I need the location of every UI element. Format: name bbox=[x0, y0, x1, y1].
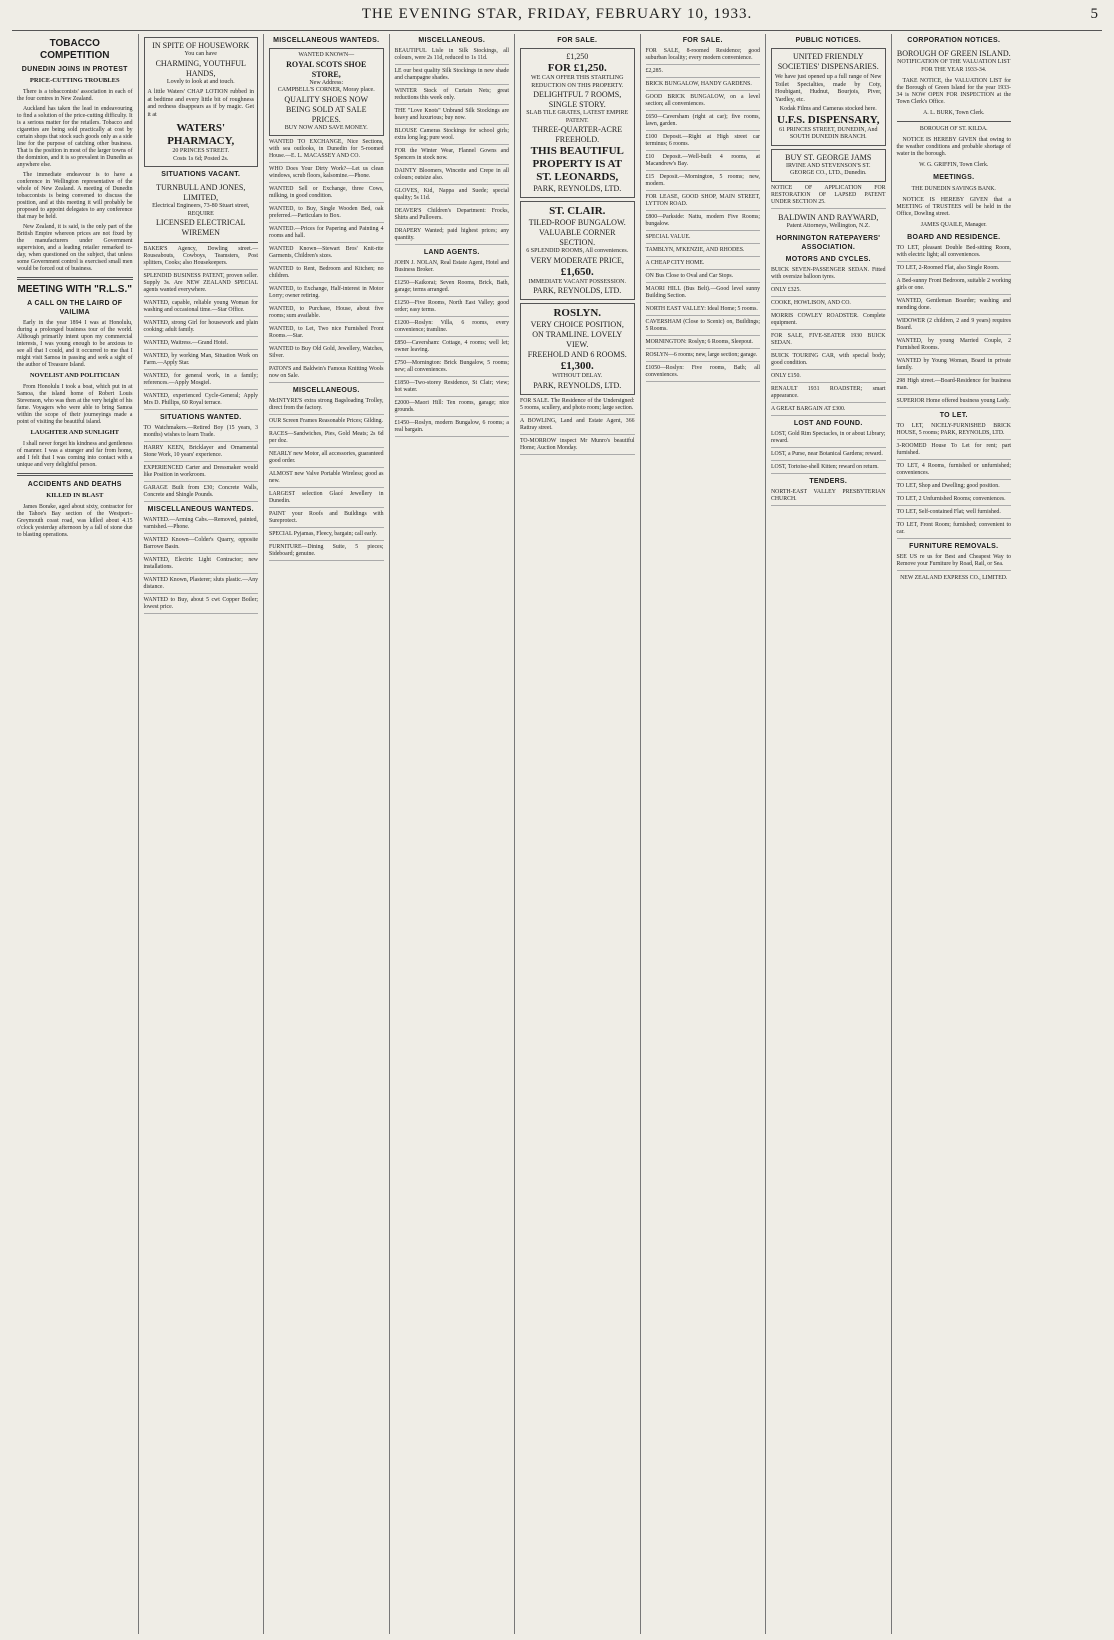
classified-ad: WANTED Known, Plasterer; sluts plastic.—Any distance. bbox=[144, 577, 259, 594]
section-heading: FOR SALE. bbox=[682, 37, 723, 44]
notice-savings-bank: THE DUNEDIN SAVINGS BANK. bbox=[911, 186, 996, 192]
advert-line: Electrical Engineers, 73-80 Stuart street, REQUIRE bbox=[152, 203, 250, 217]
section-heading: TO LET. bbox=[939, 412, 968, 419]
article-paragraph: I shall never forget his kindness and gentleness of manner. I was a stranger and far from home, and I felt that I was coming into contact with a unique and very delightful person. bbox=[17, 441, 133, 468]
classified-ad: TO LET, Front Room; furnished; convenient to car. bbox=[897, 522, 1012, 539]
classified-ad: DEAVER'S Children's Department: Frocks, Shirts and Pullovers. bbox=[395, 208, 510, 225]
advert-line: £1,650. bbox=[560, 265, 594, 278]
advert-line: 61 PRINCES STREET, DUNEDIN, And SOUTH DUNEDIN BRANCH. bbox=[778, 126, 878, 140]
advert-line: PARK, REYNOLDS, LTD. bbox=[533, 286, 622, 295]
classified-ad: PAINT your Roofs and Buildings with Sureprotect. bbox=[269, 511, 384, 528]
advert-line: SLAB TILE GRATES, LATEST EMPIRE PATENT. bbox=[526, 110, 629, 124]
classified-ad: A GREAT BARGAIN AT £300. bbox=[771, 406, 886, 416]
advert-line: VERY CHOICE POSITION, ON TRAMLINE. LOVELY VIEW. bbox=[530, 320, 624, 349]
notice-st-kilda: BOROUGH OF ST. KILDA. bbox=[919, 126, 988, 132]
advert-line: THREE-QUARTER-ACRE FREEHOLD. bbox=[532, 125, 623, 144]
column-1 bbox=[12, 34, 138, 1634]
classified-ad: WINTER Stock of Curtain Nets; great reductions this week only. bbox=[395, 88, 510, 105]
advert-roslyn bbox=[520, 303, 635, 395]
classified-ad: TAMBLYN, M'KENZIE, AND RHODES. bbox=[646, 247, 761, 257]
classified-ad: TO Watchmakers.—Retired Boy (15 years, 3 months) wishes to learn Trade. bbox=[144, 425, 259, 442]
classified-ad: FOR the Winter Wear, Flannel Gowns and Spencers in stock now. bbox=[395, 148, 510, 165]
advert-line: BALDWIN AND RAYWARD, bbox=[778, 212, 879, 222]
section-heading: MISCELLANEOUS WANTEDS. bbox=[273, 37, 380, 44]
classified-ad: WANTED Sell or Exchange, three Cows, milking, in good condition. bbox=[269, 186, 384, 203]
classified-ad: 298 High street.—Board-Residence for business man. bbox=[897, 378, 1012, 395]
section-heading: FOR SALE. bbox=[557, 37, 598, 44]
article-paragraph: James Borake, aged about sixty, contractor for the Tahoe's Bay section of the Westport–Greymouth coast road, was killed about 4.15 o'clock yesterday afternoon by a fall of stone due to blasting operations. bbox=[17, 504, 133, 538]
classified-ad: WANTED.—Arming Cabs.—Removed, painted, varnished.—Phone. bbox=[144, 517, 259, 534]
classified-ad: LOST, a Purse, near Botanical Gardens; reward. bbox=[771, 451, 886, 461]
article-paragraph: New Zealand, it is said, is the only part of the British Empire whereon prices are not fixed by the manufacturers under Government supervision, and a leading retailer remarked to-day, when questioned on the subject, that unless some Government control is exercised small men would be forced out of business. bbox=[17, 224, 133, 272]
classified-ad: OUR Screen Frames Reasonable Prices; Gilding. bbox=[269, 418, 384, 428]
advert-line: Lovely to look at and touch. bbox=[166, 78, 235, 85]
advert-royal-scots bbox=[269, 48, 384, 136]
classified-ad: ONLY £150. bbox=[771, 373, 886, 383]
classified-ad: ON Bus Close to Oval and Car Stops. bbox=[646, 273, 761, 283]
advert-line: TILED-ROOF BUNGALOW. bbox=[528, 218, 626, 227]
notice-paragraph: NOTICE IS HEREBY GIVEN that owing to the weather conditions and probable shortage of water in the borough. bbox=[896, 137, 1011, 157]
notice-signature: JAMES QUAILE, Manager. bbox=[920, 222, 987, 228]
column-8 bbox=[891, 34, 1017, 1634]
classified-ad: JOHN J. NOLAN, Real Estate Agent, Hotel and Business Broker. bbox=[395, 260, 510, 277]
section-heading: SITUATIONS WANTED. bbox=[160, 414, 242, 421]
classified-ad: £1200—Roslyn: Villa, 6 rooms, every convenience; tramline. bbox=[395, 320, 510, 337]
advert-line: £1,300. bbox=[560, 360, 594, 372]
classified-ad: SPLENDID BUSINESS PATENT, proven seller. Supply 3s. Are NEW ZEALAND SPECIAL agents wanted everywhere. bbox=[144, 273, 259, 297]
column-4 bbox=[389, 34, 515, 1634]
advert-line: CAMPBELL'S CORNER, Moray place. bbox=[277, 87, 375, 93]
classified-ad: £15 Deposit.—Mornington, 5 rooms; new, modern. bbox=[646, 174, 761, 191]
classified-ad: £1250—Kaikorai; Seven Rooms, Brick, Bath, garage; terms arranged. bbox=[395, 280, 510, 297]
classified-ad: BRICK BUNGALOW, HANDY GARDENS. bbox=[646, 81, 761, 91]
classified-ad: WANTED Known—Colder's Quarry, opposite Barrowe Basin. bbox=[144, 537, 259, 554]
article-paragraph: There is a tobacconists' association in each of the four centres in New Zealand. bbox=[17, 89, 133, 102]
advert-line: WANTED KNOWN— bbox=[298, 52, 355, 58]
classified-ad: SUPERIOR Home offered business young Lady. bbox=[897, 398, 1012, 408]
section-heading: FURNITURE REMOVALS. bbox=[909, 543, 999, 550]
classified-ad: WANTED to Rent, Bedroom and Kitchen; no children. bbox=[269, 266, 384, 283]
article-paragraph: Auckland has taken the lead in endeavouring to find a solution of the price-cutting difficulty. It is a serious matter for the retailers. Tobacco and cigarettes are being sold practically at cost by certain shops that stock such goods only as a side line for the purpose of catching other business. That is the position in most of the larger towns of the dominion, and it is so prevalent in Dunedin as anywhere else. bbox=[17, 106, 133, 168]
advert-st-clair bbox=[520, 201, 635, 300]
classified-ad: LOST, Gold Rim Spectacles, in or about Library; reward. bbox=[771, 431, 886, 448]
classified-ad: MORRIS COWLEY ROADSTER. Complete equipment. bbox=[771, 313, 886, 330]
section-heading: PUBLIC NOTICES. bbox=[795, 37, 862, 44]
classified-ad: DRAPERY Wanted; paid highest prices; any quantity. bbox=[395, 228, 510, 245]
classified-ad: WANTED.—Prices for Papering and Painting 4 rooms and hall. bbox=[269, 226, 384, 243]
classified-ad: BUICK SEVEN-PASSENGER SEDAN. Fitted with oversize balloon tyres. bbox=[771, 267, 886, 284]
notice-paragraph: NOTICE IS HEREBY GIVEN that a MEETING of TRUSTEES will be held in the Office, Dowling street. bbox=[896, 197, 1011, 217]
advert-line: WATERS' PHARMACY, bbox=[167, 122, 235, 147]
headline-tobacco: TOBACCO COMPETITION bbox=[40, 38, 110, 61]
classified-ad: TO-MORROW inspect Mr Munro's beautiful Home; Auction Monday. bbox=[520, 438, 635, 455]
classified-ad: EXPERIENCED Carter and Dressmaker would like Position in workroom. bbox=[144, 465, 259, 482]
classified-ad: LOST, Tortoise-shell Kitten; reward on return. bbox=[771, 464, 886, 474]
subhead-vailima: A CALL ON THE LAIRD OF VAILIMA bbox=[27, 300, 123, 316]
classified-ad: WANTED, Electric Light Contractor; new installations. bbox=[144, 557, 259, 574]
section-heading: CORPORATION NOTICES. bbox=[907, 37, 1001, 44]
classified-ad: WANTED Known—Stewart Bros' Knit-rite Garments, Children's sizes. bbox=[269, 246, 384, 263]
classified-ad: WANTED to Buy, about 5 cwt Copper Boiler; lowest price. bbox=[144, 597, 259, 614]
classified-ad: WANTED, Waitress.—Grand Hotel. bbox=[144, 340, 259, 350]
subhead-novelist: NOVELIST AND POLITICIAN bbox=[29, 372, 120, 379]
advert-line: WITHOUT DELAY. bbox=[552, 373, 603, 379]
advert-st-george bbox=[771, 149, 886, 182]
classified-ad: SEE US re us for Best and Cheapest Way to Remove your Furniture by Road, Rail, or Sea. bbox=[897, 554, 1012, 571]
classified-ad: £750—Mornington: Brick Bungalow, 5 rooms; new; all conveniences. bbox=[395, 360, 510, 377]
masthead bbox=[0, 4, 1114, 28]
classified-ad: GOOD BRICK BUNGALOW, on a level section; all conveniences. bbox=[646, 94, 761, 111]
advert-line: You can have bbox=[184, 51, 217, 57]
classified-ad: FOR SALE, 8-roomed Residence; good suburban locality; every modern convenience. bbox=[646, 48, 761, 65]
section-heading: MEETINGS. bbox=[933, 174, 975, 181]
notice-line: BOROUGH OF GREEN ISLAND. bbox=[896, 49, 1011, 58]
notice-green-island bbox=[897, 49, 1012, 74]
advert-turnbull-jones bbox=[144, 183, 259, 238]
section-heading: MISCELLANEOUS WANTEDS. bbox=[147, 506, 254, 513]
advert-line: LICENSED ELECTRICAL WIREMEN bbox=[155, 218, 246, 237]
classified-ad: WANTED TO EXCHANGE, Nice Sections, with sea outlooks, in Dunedin for 5-roomed House.—E. L. MACASSEY AND CO. bbox=[269, 139, 384, 163]
classified-ad: ROSLYN—6 rooms; new, large section; garage. bbox=[646, 352, 761, 362]
classified-ad: MAORI HILL (Bus Belt).—Good level sunny Building Section. bbox=[646, 286, 761, 303]
classified-ad: TO LET, Shop and Dwelling; good position. bbox=[897, 483, 1012, 493]
column-6 bbox=[640, 34, 766, 1634]
classified-ad: WANTED, to Buy, Single Wooden Bed, oak preferred.—Particulars to Box. bbox=[269, 206, 384, 223]
section-heading: MISCELLANEOUS. bbox=[418, 37, 486, 44]
advert-line: A little Waters' CHAP LOTION rubbed in at bedtime and every little bit of roughness and redness disappears as if by magic. Get it at bbox=[147, 89, 254, 118]
classified-ad: NEARLY new Motor, all accessories, guaranteed good order. bbox=[269, 451, 384, 468]
column-5 bbox=[514, 34, 640, 1634]
section-heading: MISCELLANEOUS. bbox=[292, 387, 360, 394]
classified-ad: FURNITURE—Dining Suite, 5 pieces; Sideboard; genuine. bbox=[269, 544, 384, 561]
advert-line: IRVINE AND STEVENSON'S ST. GEORGE CO., LTD., Dunedin. bbox=[786, 162, 871, 176]
notice-line: NOTIFICATION OF THE VALUATION LIST FOR THE YEAR 1933-34. bbox=[897, 59, 1011, 73]
divider bbox=[17, 277, 133, 280]
divider bbox=[17, 473, 133, 476]
subhead-killed: KILLED IN BLAST bbox=[46, 492, 104, 499]
advert-line: FOR £1,250. bbox=[547, 62, 607, 74]
classified-ad: TO LET, Self-contained Flat; well furnished. bbox=[897, 509, 1012, 519]
classified-ad: SPECIAL Pyjamas, Fleecy, bargain; call early. bbox=[269, 531, 384, 541]
advert-line: BUY ST. GEORGE JAMS bbox=[785, 152, 872, 162]
advert-line: CHARMING, YOUTHFUL HANDS, bbox=[155, 58, 246, 78]
classified-ad: A CHEAP CITY HOME. bbox=[646, 260, 761, 270]
classified-ad: NOTICE OF APPLICATION FOR RESTORATION OF LAPSED PATENT UNDER SECTION 25. bbox=[771, 185, 886, 209]
classified-ad: WANTED, capable, reliable young Woman for washing and occasional time.—Star Office. bbox=[144, 300, 259, 317]
advert-line: THIS BEAUTIFUL PROPERTY IS AT ST. LEONARDS, bbox=[530, 145, 624, 183]
advert-line: ROYAL SCOTS SHOE STORE, bbox=[286, 59, 367, 79]
classified-ad: BEAUTIFUL Lisle in Silk Stockings, all colours, were 2s 11d, reduced to 1s 11d. bbox=[395, 48, 510, 65]
advert-line: BUY NOW AND SAVE MONEY. bbox=[284, 124, 368, 131]
classified-ad: WANTED, by working Man, Situation Work on Farm.—Apply Star. bbox=[144, 353, 259, 370]
classified-ad: TO LET, NICELY-FURNISHED BRICK HOUSE, 5 rooms; PARK, REYNOLDS, LTD. bbox=[897, 423, 1012, 440]
page-number: 5 bbox=[1090, 6, 1098, 22]
classified-ad: RENAULT 1931 ROADSTER; smart appearance. bbox=[771, 386, 886, 403]
classified-ad: £100 Deposit.—Right at High street car terminus; 6 rooms. bbox=[646, 134, 761, 151]
classified-ad: WIDOWER (2 children, 2 and 9 years) requires Board. bbox=[897, 318, 1012, 335]
classified-ad: £800—Parkside: Nattu, modern Five Rooms; bungalow. bbox=[646, 214, 761, 231]
advert-line: UNITED FRIENDLY SOCIETIES' DISPENSARIES. bbox=[777, 52, 879, 71]
advert-line: IMMEDIATE VACANT POSSESSION. bbox=[528, 278, 627, 285]
classified-ad: BLOUSE Cameras Stockings for school girls; extra long leg; pure wool. bbox=[395, 128, 510, 145]
advert-ufs-dispensary bbox=[771, 48, 886, 146]
classified-ad: NORTH EAST VALLEY: Ideal Home; 5 rooms. bbox=[646, 306, 761, 316]
classified-ad: WANTED to Buy Old Gold, Jewellery, Watches, Silver. bbox=[269, 346, 384, 363]
advert-line: 6 SPLENDID ROOMS, All conveniences. bbox=[526, 248, 629, 254]
classified-ad: WANTED by Young Woman, Board in private family. bbox=[897, 358, 1012, 375]
classified-ad: COOKE, HOWLISON, AND CO. bbox=[771, 300, 886, 310]
advert-line: PARK, REYNOLDS, LTD. bbox=[533, 380, 622, 390]
advert-line: PARK, REYNOLDS, LTD. bbox=[533, 184, 622, 193]
advert-line: IN SPITE OF HOUSEWORK bbox=[152, 41, 250, 50]
classified-ad: £1250—Five Rooms, North East Valley; good order; easy terms. bbox=[395, 300, 510, 317]
classified-ad: GLOVES, Kid, Nappa and Suede; special quality; 5s 11d. bbox=[395, 188, 510, 205]
column-3 bbox=[263, 34, 389, 1634]
classified-ad: A BOWLING, Land and Estate Agent, 366 Rattray street. bbox=[520, 418, 635, 435]
section-heading: LOST AND FOUND. bbox=[793, 420, 863, 427]
classified-ad: 3-ROOMED House To Let for rent; part furnished. bbox=[897, 443, 1012, 460]
classified-ad: SPECIAL VALUE. bbox=[646, 234, 761, 244]
advert-line: Costs 1s 6d; Posted 2s. bbox=[173, 155, 229, 162]
subhead-dunedin: DUNEDIN JOINS IN PROTEST bbox=[21, 66, 128, 73]
classified-ad: £1450—Roslyn, modern Bungalow, 6 rooms; a real bargain. bbox=[395, 420, 510, 437]
classified-ad: WANTED, by young Married Couple, 2 Furnished Rooms. bbox=[897, 338, 1012, 355]
classified-ad: RACES—Sandwiches, Pies, Gold Meats; 2s 6d per doz. bbox=[269, 431, 384, 448]
article-paragraph: The immediate endeavour is to have a conference in Wellington representative of the whole of New Zealand. A meeting of Dunedin tobacconists is being convened to discuss the position, and at this meeting it will probably be proposed to appoint delegates to any conference that may be held. bbox=[17, 172, 133, 220]
classified-ad: £10 Deposit.—Well-built 4 rooms, at Macandrew's Bay. bbox=[646, 154, 761, 171]
classified-ad: MORNINGTON: Roslyn; 6 Rooms, Sleepout. bbox=[646, 339, 761, 349]
classified-ad: WANTED, for general work, in a family; references.—Apply Mosgiel. bbox=[144, 373, 259, 390]
advert-line: QUALITY SHOES NOW BEING SOLD AT SALE PRICES. bbox=[284, 94, 369, 124]
classified-ad: £2,285. bbox=[646, 68, 761, 78]
advert-line: WE CAN OFFER THIS STARTLING REDUCTION ON THIS PROPERTY. bbox=[531, 75, 624, 89]
classified-ad: WANTED, experienced Cycle-General; Apply Mrs D. Phillips, 60 Royal terrace. bbox=[144, 393, 259, 410]
classified-ad: £1850—Two-storey Residence, St Clair; view; hot water. bbox=[395, 380, 510, 397]
advert-line: £1,250 bbox=[566, 52, 589, 61]
advert-line: 20 PRINCES STREET. bbox=[172, 148, 230, 154]
divider bbox=[144, 242, 259, 243]
classified-ad: WANTED, to Exchange, Half-interest in Motor Lorry; owner retiring. bbox=[269, 286, 384, 303]
classified-ad: THE "Love Knots" Unbrand Silk Stockings are heavy and luxurious; buy now. bbox=[395, 108, 510, 125]
classified-ad: TO LET, pleasant Double Bed-sitting Room, with electric light; all conveniences. bbox=[897, 245, 1012, 262]
advert-nz-express: NEW ZEALAND EXPRESS CO., LIMITED. bbox=[900, 575, 1008, 581]
classified-ad: FOR SALE, FIVE-SEATER 1930 BUICK SEDAN. bbox=[771, 333, 886, 350]
classified-ad: TO LET, 2-Roomed Flat, also Single Room. bbox=[897, 265, 1012, 275]
classified-ad: CAVERSHAM (Close to Scenic) on, Buildings; 5 Rooms. bbox=[646, 319, 761, 336]
classified-ad: £850—Caversham: Cottage, 4 rooms; well let; owner leaving. bbox=[395, 340, 510, 357]
advert-line: ST. CLAIR. bbox=[549, 205, 606, 217]
advert-line: FREEHOLD AND 6 ROOMS. bbox=[527, 350, 627, 359]
section-heading: TENDERS. bbox=[809, 478, 848, 485]
section-heading: LAND AGENTS. bbox=[423, 249, 480, 256]
classified-ad: £2000—Maori Hill: Ten rooms, garage; nice grounds. bbox=[395, 400, 510, 417]
classified-ad: BAKER'S Agency, Dowling street.—Rouseabouts, Cowboys, Teamsters, Post splitters, Cooks; also Housekeepers. bbox=[144, 246, 259, 270]
notice-signature: A. L. BURK, Town Clerk. bbox=[923, 110, 985, 116]
notice-paragraph: TAKE NOTICE, the VALUATION LIST for the Borough of Green Island for the year 1933-34 is NOW OPEN FOR INSPECTION at the Town Clerk's Office. bbox=[896, 78, 1011, 105]
column-2 bbox=[138, 34, 264, 1634]
advert-line: DELIGHTFUL 7 ROOMS, SINGLE STORY. bbox=[533, 90, 622, 109]
subhead-laughter: LAUGHTER AND SUNLIGHT bbox=[30, 429, 119, 436]
classified-ad: DAINTY Bloomers, Wincette and Crepe in all colours; outsize also. bbox=[395, 168, 510, 185]
masthead-rule bbox=[12, 30, 1102, 31]
advert-line: We have just opened up a full range of New Toilet Specialties, made by Coty, Houbigant, Hudnut, Bourjois, Piver, Yardley, etc. bbox=[775, 74, 882, 103]
advert-line: VERY MODERATE PRICE, bbox=[530, 255, 624, 265]
classified-ad: £650—Caversham (right at car); five rooms, lawn, garden. bbox=[646, 114, 761, 131]
article-paragraph: Early in the year 1894 I was at Honolulu, during a prolonged business tour of the world. Although primarily intent upon my commercial interests, I was young enough to be anxious to see all that I could, and it occurred to me that I might visit Samoa in passing and seek a sight of the author of Treasure Island. bbox=[17, 320, 133, 368]
classified-ad: LE our best quality Silk Stockings in new shade and champagne shades. bbox=[395, 68, 510, 85]
advert-line: ROSLYN. bbox=[553, 307, 602, 319]
advert-st-leonards bbox=[520, 48, 635, 198]
classified-ad: A Bed-sunny Front Bedroom, suitable 2 working girls or one. bbox=[897, 278, 1012, 295]
subhead-price: PRICE-CUTTING TROUBLES bbox=[29, 77, 120, 84]
classified-ad: HARRY KEEN, Bricklayer and Ornamental Stone Work, 10 years' experience. bbox=[144, 445, 259, 462]
advert-line: TURNBULL AND JONES, LIMITED, bbox=[156, 183, 246, 202]
classified-ad: ALMOST new Valve Portable Wireless; good as new. bbox=[269, 471, 384, 488]
newspaper-title: THE EVENING STAR, FRIDAY, FEBRUARY 10, 1933. bbox=[361, 6, 753, 22]
classified-ad: WANTED, strong Girl for housework and plain cooking; adult family. bbox=[144, 320, 259, 337]
headline-accidents: ACCIDENTS AND DEATHS bbox=[27, 481, 122, 488]
column-7 bbox=[765, 34, 891, 1634]
classified-ad: FOR SALE. The Residence of the Undersigned: 5 rooms, scullery, and photo room; large section. bbox=[520, 398, 635, 415]
section-heading: SITUATIONS VACANT. bbox=[161, 171, 241, 178]
notice-signature: W. G. GRIFFIN, Town Clerk. bbox=[919, 162, 989, 168]
classified-ad: WANTED, to Let, Two nice Furnished Front Rooms.—Star. bbox=[269, 326, 384, 343]
classified-ad: WANTED, Gentleman Boarder; washing and mending done. bbox=[897, 298, 1012, 315]
page-columns bbox=[12, 34, 1106, 1634]
advert-waters-pharmacy bbox=[144, 37, 259, 167]
divider bbox=[897, 121, 1012, 122]
classified-ad: WANTED, to Purchase, House, about five rooms; sum available. bbox=[269, 306, 384, 323]
classified-ad: TO LET, 2 Unfurnished Rooms; conveniences. bbox=[897, 496, 1012, 506]
classified-ad: GARAGE Built from £30; Concrete Walls, Concrete and Shingle Pounds. bbox=[144, 485, 259, 502]
article-paragraph: From Honolulu I took a boat, which put in at Samoa, the island home of Robert Louis Stevenson, who was then at the very height of his fame. Voyagers who were able to bring Samoa within the scope of their journeyings made a point of visiting the beautiful island. bbox=[17, 384, 133, 425]
classified-ad: TO LET, 4 Rooms, furnished or unfurnished; conveniences. bbox=[897, 463, 1012, 480]
classified-ad: £1050—Roslyn: Five rooms, Bath; all conveniences. bbox=[646, 365, 761, 382]
headline-rls: MEETING WITH "R.L.S." bbox=[17, 284, 132, 295]
advert-line: VALUABLE CORNER SECTION. bbox=[538, 228, 616, 247]
classified-ad: PATON'S and Baldwin's Famous Knitting Wools now on Sale. bbox=[269, 366, 384, 383]
classified-ad: LARGEST selection Glacé Jewellery in Dunedin. bbox=[269, 491, 384, 508]
classified-ad: WHO Does Your Dirty Work?—Let us clean windows, scrub floors, kalsomine.—Phone. bbox=[269, 166, 384, 183]
section-heading: MOTORS AND CYCLES. bbox=[785, 256, 871, 263]
advert-line: Kodak Films and Cameras stocked here. bbox=[779, 106, 877, 112]
classified-ad: BUICK TOURING CAR, with special body; good condition. bbox=[771, 353, 886, 370]
section-heading: BOARD AND RESIDENCE. bbox=[907, 234, 1001, 241]
classified-ad: FOR LEASE, GOOD SHOP, MAIN STREET, LYTTON ROAD. bbox=[646, 194, 761, 211]
classified-ad: NORTH-EAST VALLEY PRESBYTERIAN CHURCH. bbox=[771, 489, 886, 506]
advert-line: U.F.S. DISPENSARY, bbox=[777, 113, 880, 126]
section-heading: HORNINGTON RATEPAYERS' ASSOCIATION. bbox=[776, 235, 881, 251]
advert-baldwin bbox=[771, 213, 886, 231]
advert-line: New Address: bbox=[309, 79, 344, 86]
advert-line: Patent Attorneys, Wellington, N.Z. bbox=[786, 222, 870, 229]
classified-ad: ONLY £325. bbox=[771, 287, 886, 297]
classified-ad: McINTYRE'S extra strong Bagsloading Trolley, direct from the factory. bbox=[269, 398, 384, 415]
